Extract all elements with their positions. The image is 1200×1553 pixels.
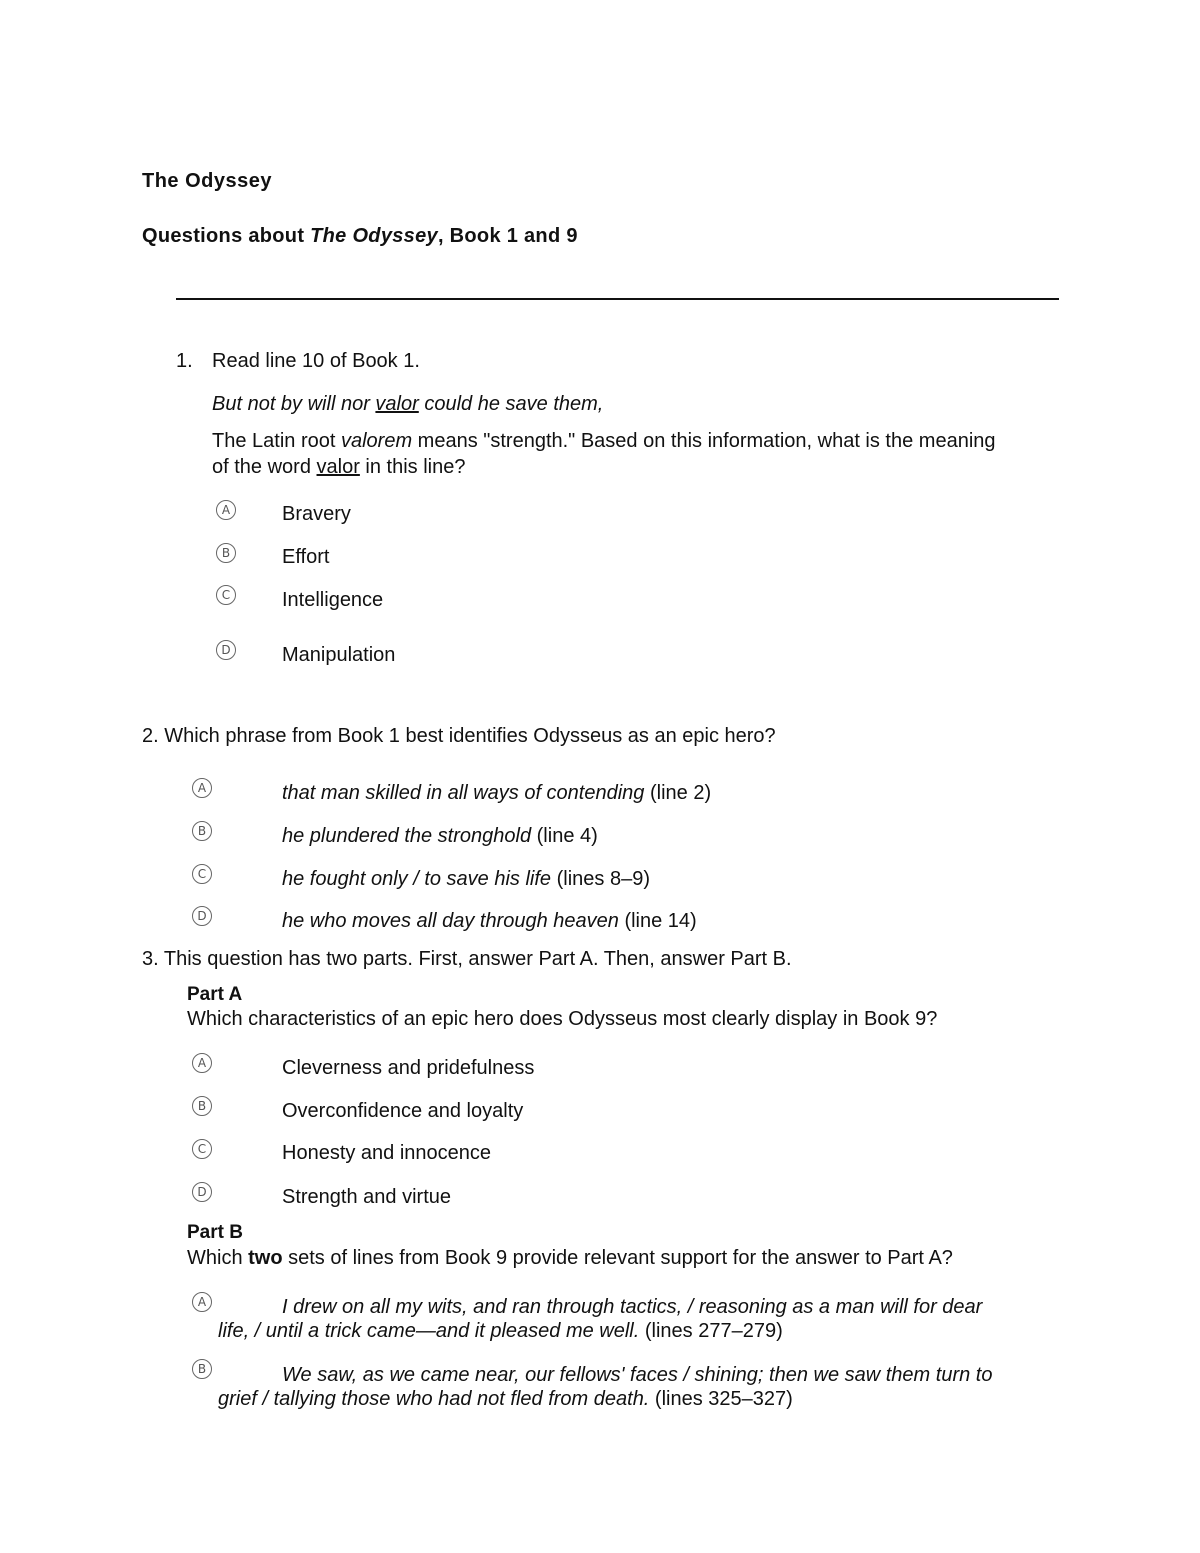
horizontal-rule	[176, 298, 1059, 300]
line-reference: (line 14)	[618, 910, 697, 932]
line-reference: (line 4)	[531, 825, 598, 847]
part-b-emphasis: two	[248, 1247, 283, 1269]
part-b-label: Part B	[187, 1222, 243, 1243]
option-c-bubble[interactable]: C	[216, 585, 236, 605]
option-a-bubble[interactable]: A	[192, 778, 212, 798]
option-d-bubble[interactable]: D	[216, 640, 236, 660]
option-label	[282, 910, 697, 933]
option-label: Overconfidence and loyalty	[282, 1100, 524, 1122]
option-label: Strength and virtue	[282, 1186, 451, 1208]
q1-question-line1	[212, 430, 996, 453]
part-a-question: Which characteristics of an epic hero does Odysseus most clearly display in Book 9?	[187, 1008, 938, 1030]
line-reference: (lines 325–327)	[649, 1388, 793, 1410]
q3-prompt: 3. This question has two parts. First, answer Part A. Then, answer Part B.	[142, 948, 792, 970]
subtitle-suffix: , Book 1 and 9	[437, 225, 578, 247]
part-b-text: Which	[187, 1247, 249, 1269]
line-reference: (lines 277–279)	[639, 1320, 783, 1342]
quote-text: he who moves all day through heaven	[282, 910, 619, 932]
q1-word: valor	[316, 456, 360, 478]
option-c-bubble[interactable]: C	[192, 1139, 212, 1159]
quote-text: grief / tallying those who had not fled from death.	[218, 1388, 650, 1410]
option-b-bubble[interactable]: B	[192, 1359, 212, 1379]
option-c-bubble[interactable]: C	[192, 864, 212, 884]
option-d-bubble[interactable]: D	[192, 1182, 212, 1202]
q1-text: means "strength." Based on this information, what is the meaning	[412, 430, 996, 452]
quote-text: he fought only / to save his life	[282, 868, 552, 890]
q1-latin-root: valorem	[340, 430, 413, 452]
part-a-label: Part A	[187, 984, 243, 1005]
q1-text: in this line?	[359, 456, 466, 478]
option-b-bubble[interactable]: B	[192, 1096, 212, 1116]
subtitle-prefix: Questions about	[142, 225, 311, 247]
option-a-bubble[interactable]: A	[192, 1053, 212, 1073]
q1-text: The Latin root	[212, 430, 341, 452]
q1-number: 1.	[176, 350, 193, 372]
q2-prompt: 2. Which phrase from Book 1 best identifies Odysseus as an epic hero?	[142, 725, 776, 747]
option-a-bubble[interactable]: A	[192, 1292, 212, 1312]
q1-quote-post: could he save them,	[418, 393, 604, 415]
option-label: Manipulation	[282, 644, 396, 666]
option-line1: We saw, as we came near, our fellows' faces / shining; then we saw them turn to	[282, 1364, 993, 1386]
quote-text: he plundered the stronghold	[282, 825, 532, 847]
line-reference: (lines 8–9)	[551, 868, 650, 890]
quote-text: that man skilled in all ways of contending	[282, 782, 645, 804]
line-reference: (line 2)	[644, 782, 712, 804]
option-b-bubble[interactable]: B	[216, 543, 236, 563]
option-label	[282, 825, 598, 848]
option-d-bubble[interactable]: D	[192, 906, 212, 926]
q1-prompt: Read line 10 of Book 1.	[212, 350, 420, 372]
quote-text: life, / until a trick came—and it pleased me well.	[218, 1320, 640, 1342]
option-line2	[218, 1320, 783, 1343]
option-label	[282, 868, 650, 891]
option-line2	[218, 1388, 793, 1411]
document-title: The Odyssey	[142, 170, 273, 192]
option-label: Effort	[282, 546, 330, 568]
option-label: Intelligence	[282, 589, 384, 611]
option-label	[282, 782, 711, 805]
q1-text: of the word	[212, 456, 317, 478]
part-b-text: sets of lines from Book 9 provide relevant support for the answer to Part A?	[282, 1247, 953, 1269]
option-label: Honesty and innocence	[282, 1142, 492, 1164]
q1-quote	[212, 393, 603, 416]
q1-quote-word: valor	[375, 393, 419, 415]
q1-question-line2	[212, 456, 466, 479]
option-label: Cleverness and pridefulness	[282, 1057, 535, 1079]
option-line1: I drew on all my wits, and ran through tactics, / reasoning as a man will for dear	[282, 1296, 983, 1318]
subtitle-italic-title: The Odyssey	[310, 225, 438, 247]
document-subtitle	[142, 225, 578, 248]
option-b-bubble[interactable]: B	[192, 821, 212, 841]
q1-quote-pre: But not by will nor	[212, 393, 376, 415]
part-b-question	[187, 1247, 953, 1270]
option-label: Bravery	[282, 503, 351, 525]
option-a-bubble[interactable]: A	[216, 500, 236, 520]
